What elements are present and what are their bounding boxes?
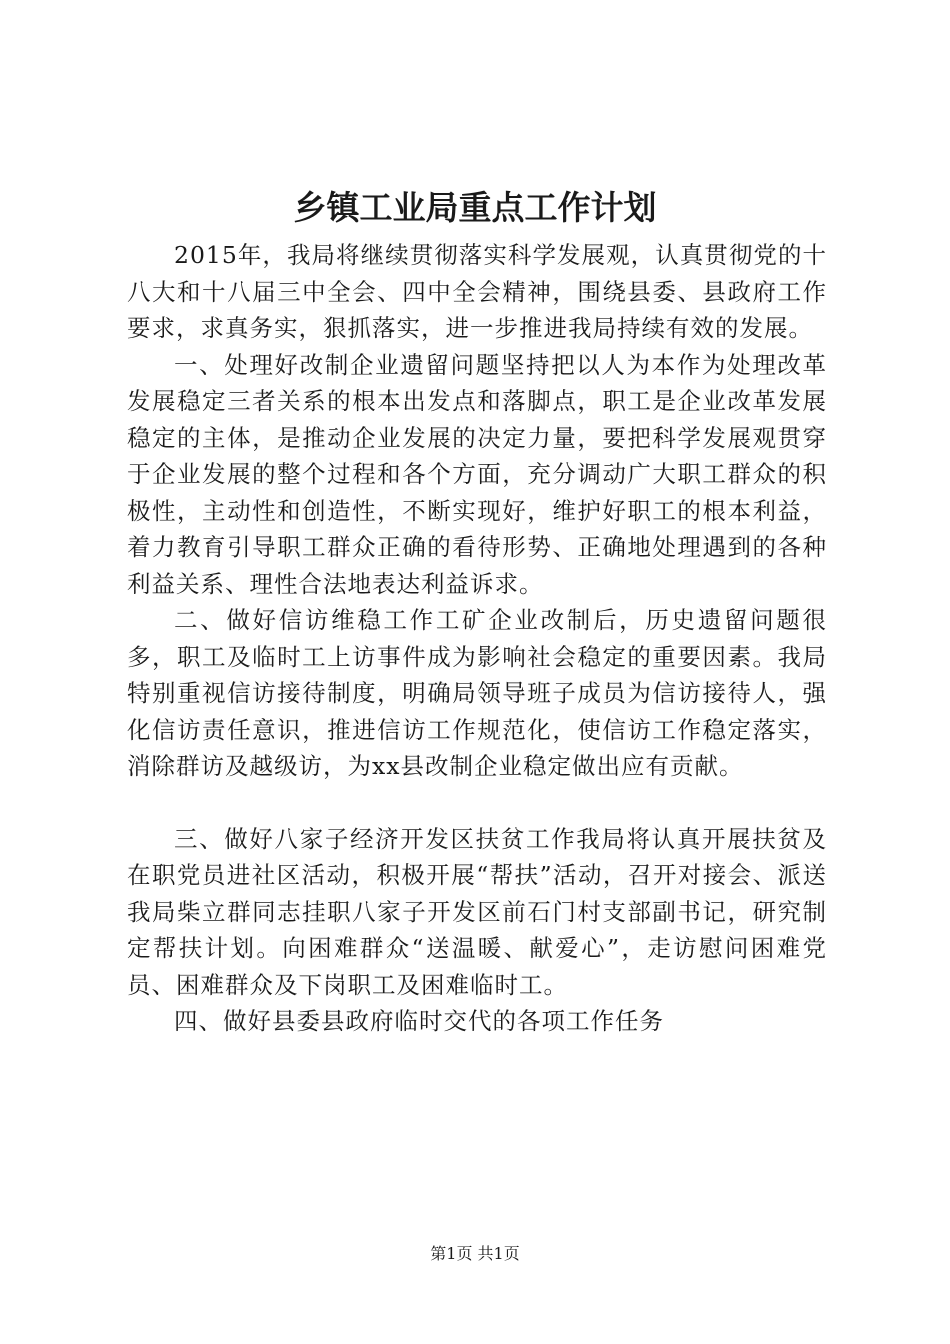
document-body: [127, 237, 827, 1040]
paragraph-section-4: 四、做好县委县政府临时交代的各项工作任务: [174, 1007, 664, 1035]
page-title: 乡镇工业局重点工作计划: [293, 188, 657, 227]
paragraph-intro: 2015年，我局将继续贯彻落实科学发展观，认真贯彻党的十八大和十八届三中全会、四中全会精神，围绕县委、县政府工作要求，求真务实，狠抓落实，进一步推进我局持续有效的发展。: [127, 241, 827, 342]
page-footer: 第1页 共1页: [430, 1244, 520, 1263]
paragraph-section-1: 一、处理好改制企业遗留问题坚持把以人为本作为处理改革发展稳定三者关系的根本出发点和落脚点，职工是企业改革发展稳定的主体，是推动企业发展的决定力量，要把科学发展观贯穿于企业发展的整个过程和各个方面，充分调动广大职工群众的积极性，主动性和创造性，不断实现好，维护好职工的根本利益，着力教育引导职工群众正确的看待形势、正确地处理遇到的各种利益关系、理性合法地表达利益诉求。: [127, 350, 827, 598]
paragraph-section-3: 三、做好八家子经济开发区扶贫工作我局将认真开展扶贫及在职党员进社区活动，积极开展“帮扶”活动，召开对接会、派送我局柴立群同志挂职八家子开发区前石门村支部副书记，研究制定帮扶计划。向困难群众“送温暖、献爱心”，走访慰问困难党员、困难群众及下岗职工及困难临时工。: [127, 824, 827, 999]
paragraph-section-2: 二、做好信访维稳工作工矿企业改制后，历史遗留问题很多，职工及临时工上访事件成为影响社会稳定的重要因素。我局特别重视信访接待制度，明确局领导班子成员为信访接待人，强化信访责任意识，推进信访工作规范化，使信访工作稳定落实，消除群访及越级访，为xx县改制企业稳定做出应有贡献。: [127, 606, 827, 780]
